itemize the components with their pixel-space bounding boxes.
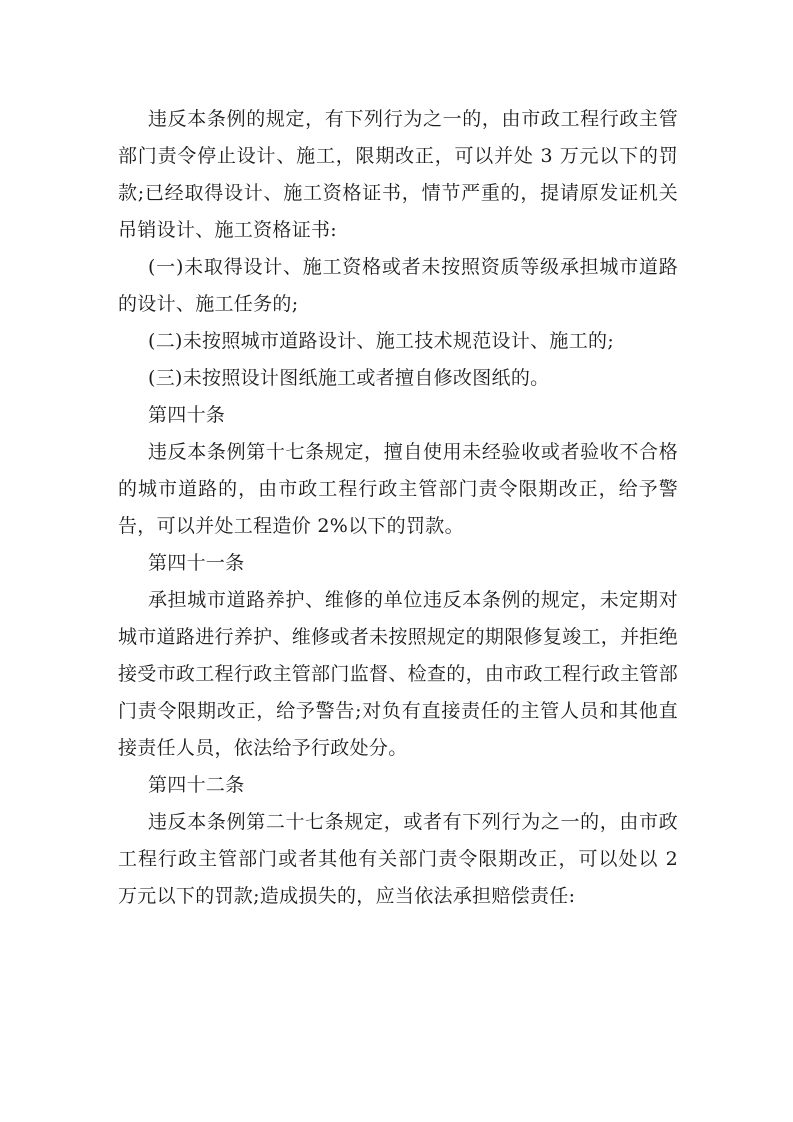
paragraph-article-41: 承担城市道路养护、维修的单位违反本条例的规定，未定期对城市道路进行养护、维修或者未按照规定的期限修复竣工，并拒绝接受市政工程行政主管部门监督、检查的，由市政工程行政主管部门责令限期改正，给予警告;对负有直接责任的主管人员和其他直接责任人员，依法给予行政处分。 <box>118 589 678 759</box>
document-body <box>118 101 678 915</box>
paragraph-item-3: (三)未按照设计图纸施工或者擅自修改图纸的。 <box>148 367 550 389</box>
paragraph-article-40: 违反本条例第十七条规定，擅自使用未经验收或者验收不合格的城市道路的，由市政工程行政主管部门责令限期改正，给予警告，可以并处工程造价 2%以下的罚款。 <box>118 441 678 537</box>
article-heading-41: 第四十一条 <box>148 552 245 574</box>
article-heading-40: 第四十条 <box>148 404 226 426</box>
article-heading-42: 第四十二条 <box>148 774 245 796</box>
paragraph-penalty-design-construction: 违反本条例的规定，有下列行为之一的，由市政工程行政主管部门责令停止设计、施工，限期改正，可以并处 3 万元以下的罚款;已经取得设计、施工资格证书，情节严重的，提请原发证机关吊销设计、施工资格证书: <box>118 108 678 241</box>
paragraph-item-2: (二)未按照城市道路设计、施工技术规范设计、施工的; <box>148 330 615 352</box>
paragraph-article-42: 违反本条例第二十七条规定，或者有下列行为之一的，由市政工程行政主管部门或者其他有关部门责令限期改正，可以处以 2 万元以下的罚款;造成损失的，应当依法承担赔偿责任: <box>118 811 678 907</box>
paragraph-item-1: (一)未取得设计、施工资格或者未按照资质等级承担城市道路的设计、施工任务的; <box>118 256 678 315</box>
